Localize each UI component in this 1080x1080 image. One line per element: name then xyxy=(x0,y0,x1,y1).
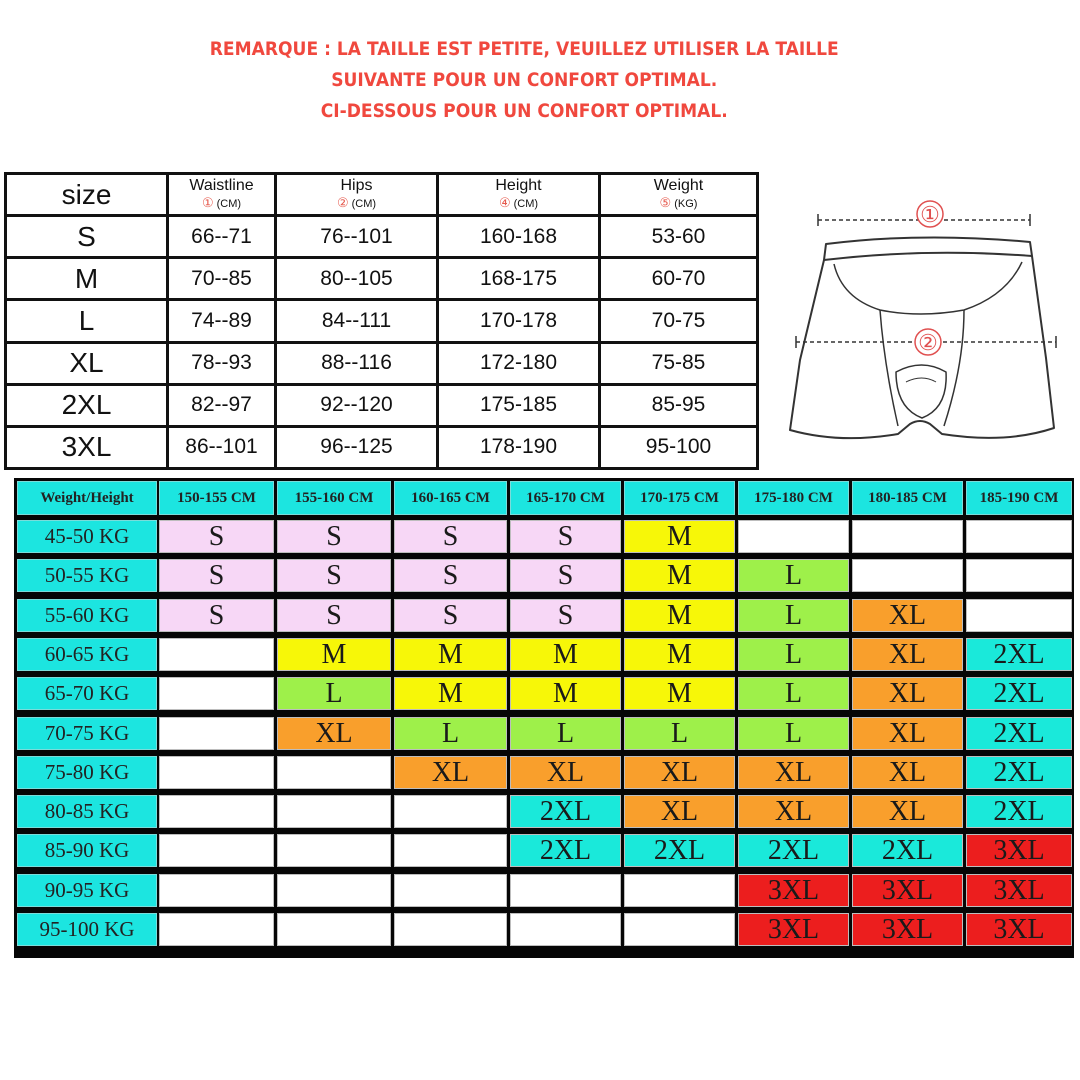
weight-value: 75-85 xyxy=(600,342,758,384)
weight-row-header: 65-70 KG xyxy=(17,677,157,710)
measurement-header-row xyxy=(6,174,758,216)
size-cell: S xyxy=(277,559,391,592)
size-cell: M xyxy=(624,599,735,632)
waistline-value: 70--85 xyxy=(168,258,276,300)
size-cell: S xyxy=(510,559,621,592)
hips-value: 92--120 xyxy=(276,384,438,426)
size-header: size xyxy=(6,174,168,216)
size-cell: M xyxy=(624,520,735,553)
measurement-row xyxy=(6,384,758,426)
size-cell: S xyxy=(277,599,391,632)
measurement-row xyxy=(6,426,758,468)
size-cell: 2XL xyxy=(624,834,735,867)
notice-line: CI-DESSOUS POUR UN CONFORT OPTIMAL. xyxy=(320,100,728,122)
size-cell: 3XL xyxy=(738,874,849,907)
size-cell xyxy=(277,834,391,867)
size-cell xyxy=(738,520,849,553)
waistline-value: 82--97 xyxy=(168,384,276,426)
column-title: Hips xyxy=(340,176,373,194)
weight-row-header: 80-85 KG xyxy=(17,795,157,828)
size-cell: M xyxy=(510,677,621,710)
marker-number: ① xyxy=(201,194,214,210)
height-value: 175-185 xyxy=(438,384,600,426)
size-cell: XL xyxy=(852,638,963,671)
size-cell xyxy=(159,717,274,750)
unit-label: (CM) xyxy=(351,197,377,210)
height-column-header: 185-190 CM xyxy=(966,481,1072,515)
weight-row-header: 95-100 KG xyxy=(17,913,157,946)
size-cell: XL xyxy=(624,795,735,828)
height-column-header: 170-175 CM xyxy=(624,481,735,515)
height-value: 178-190 xyxy=(438,426,600,468)
size-cell: L xyxy=(624,717,735,750)
size-cell xyxy=(394,874,507,907)
size-cell xyxy=(394,834,507,867)
marker-number: ⑤ xyxy=(659,194,672,210)
hips-header xyxy=(276,174,438,216)
height-column-header: 180-185 CM xyxy=(852,481,963,515)
weight-value: 53-60 xyxy=(600,216,758,258)
size-label: M xyxy=(6,258,168,300)
column-title: Weight xyxy=(653,176,704,194)
measurement-row xyxy=(6,216,758,258)
size-cell: M xyxy=(277,638,391,671)
shorts-diagram xyxy=(760,172,1078,468)
size-cell xyxy=(510,874,621,907)
waistline-value: 86--101 xyxy=(168,426,276,468)
height-column-header: 165-170 CM xyxy=(510,481,621,515)
size-cell: 2XL xyxy=(510,795,621,828)
size-cell xyxy=(852,559,963,592)
size-cell: M xyxy=(394,677,507,710)
height-value: 170-178 xyxy=(438,300,600,342)
marker-number: ② xyxy=(336,194,349,210)
weight-row-header: 55-60 KG xyxy=(17,599,157,632)
hips-value: 84--111 xyxy=(276,300,438,342)
weight-row-header: 90-95 KG xyxy=(17,874,157,907)
size-cell: 2XL xyxy=(738,834,849,867)
hips-value: 76--101 xyxy=(276,216,438,258)
size-grid xyxy=(14,478,1074,958)
size-cell: L xyxy=(277,677,391,710)
size-cell: L xyxy=(394,717,507,750)
weight-row-header: 70-75 KG xyxy=(17,717,157,750)
size-cell: 3XL xyxy=(738,913,849,946)
waistline-value: 78--93 xyxy=(168,342,276,384)
size-cell: L xyxy=(510,717,621,750)
waistline-header xyxy=(168,174,276,216)
weight-row-header: 45-50 KG xyxy=(17,520,157,553)
size-cell: XL xyxy=(394,756,507,789)
size-cell: 2XL xyxy=(966,717,1072,750)
size-cell: S xyxy=(159,599,274,632)
size-cell: L xyxy=(738,599,849,632)
size-cell: XL xyxy=(852,756,963,789)
notice-line: SUIVANTE POUR UN CONFORT OPTIMAL. xyxy=(331,69,718,91)
weight-value: 70-75 xyxy=(600,300,758,342)
size-cell xyxy=(159,756,274,789)
weight-value: 85-95 xyxy=(600,384,758,426)
size-cell: XL xyxy=(738,795,849,828)
size-cell xyxy=(277,874,391,907)
hips-value: 88--116 xyxy=(276,342,438,384)
height-column-header: 160-165 CM xyxy=(394,481,507,515)
size-cell: 3XL xyxy=(852,913,963,946)
size-cell xyxy=(966,520,1072,553)
size-cell xyxy=(966,599,1072,632)
weight-row-header: 60-65 KG xyxy=(17,638,157,671)
size-cell: M xyxy=(624,677,735,710)
size-cell: M xyxy=(624,638,735,671)
shorts-diagram-icon xyxy=(760,172,1078,468)
size-cell xyxy=(159,874,274,907)
size-label: 3XL xyxy=(6,426,168,468)
height-header xyxy=(438,174,600,216)
size-cell: 3XL xyxy=(852,874,963,907)
weight-value: 60-70 xyxy=(600,258,758,300)
size-label: 2XL xyxy=(6,384,168,426)
size-cell: XL xyxy=(624,756,735,789)
size-cell: S xyxy=(159,520,274,553)
measurement-row xyxy=(6,258,758,300)
size-label: XL xyxy=(6,342,168,384)
size-cell: L xyxy=(738,717,849,750)
grid-corner-header: Weight/Height xyxy=(17,481,157,515)
size-cell: M xyxy=(510,638,621,671)
size-cell xyxy=(159,795,274,828)
size-cell xyxy=(852,520,963,553)
hips-value: 96--125 xyxy=(276,426,438,468)
unit-label: (CM) xyxy=(216,197,242,210)
size-cell: XL xyxy=(852,599,963,632)
weight-row-header: 50-55 KG xyxy=(17,559,157,592)
size-cell: 3XL xyxy=(966,913,1072,946)
column-title: Waistline xyxy=(189,176,254,194)
size-cell xyxy=(159,834,274,867)
size-cell xyxy=(624,913,735,946)
weight-row-header: 75-80 KG xyxy=(17,756,157,789)
size-cell xyxy=(159,913,274,946)
size-cell: S xyxy=(510,520,621,553)
size-cell: 2XL xyxy=(852,834,963,867)
unit-label: (CM) xyxy=(513,197,539,210)
height-value: 168-175 xyxy=(438,258,600,300)
size-cell: S xyxy=(394,520,507,553)
marker-2-label: ② xyxy=(918,331,938,356)
size-cell: XL xyxy=(277,717,391,750)
size-cell xyxy=(277,795,391,828)
height-column-header: 175-180 CM xyxy=(738,481,849,515)
size-cell: XL xyxy=(852,717,963,750)
size-cell: XL xyxy=(738,756,849,789)
size-cell: 3XL xyxy=(966,874,1072,907)
waistline-value: 74--89 xyxy=(168,300,276,342)
size-cell xyxy=(394,913,507,946)
measurement-row xyxy=(6,342,758,384)
size-cell xyxy=(159,638,274,671)
measurement-table xyxy=(4,172,759,470)
size-cell: S xyxy=(159,559,274,592)
size-cell xyxy=(624,874,735,907)
size-label: S xyxy=(6,216,168,258)
size-cell: 2XL xyxy=(966,756,1072,789)
height-column-header: 155-160 CM xyxy=(277,481,391,515)
size-cell: 3XL xyxy=(966,834,1072,867)
height-value: 172-180 xyxy=(438,342,600,384)
size-cell: 2XL xyxy=(966,795,1072,828)
size-cell: S xyxy=(510,599,621,632)
size-notice xyxy=(0,34,1049,127)
height-value: 160-168 xyxy=(438,216,600,258)
size-cell: XL xyxy=(510,756,621,789)
size-cell xyxy=(277,756,391,789)
size-cell: S xyxy=(394,559,507,592)
waistline-value: 66--71 xyxy=(168,216,276,258)
height-column-header: 150-155 CM xyxy=(159,481,274,515)
size-cell xyxy=(510,913,621,946)
size-cell xyxy=(966,559,1072,592)
weight-value: 95-100 xyxy=(600,426,758,468)
size-cell xyxy=(394,795,507,828)
marker-1-label: ① xyxy=(920,203,940,228)
size-cell: XL xyxy=(852,795,963,828)
size-cell xyxy=(159,677,274,710)
weight-header xyxy=(600,174,758,216)
size-cell: L xyxy=(738,638,849,671)
size-cell: M xyxy=(624,559,735,592)
size-label: L xyxy=(6,300,168,342)
size-cell: XL xyxy=(852,677,963,710)
size-cell: 2XL xyxy=(966,638,1072,671)
measurement-row xyxy=(6,300,758,342)
hips-value: 80--105 xyxy=(276,258,438,300)
weight-row-header: 85-90 KG xyxy=(17,834,157,867)
marker-number: ④ xyxy=(498,194,511,210)
column-title: Height xyxy=(495,176,542,194)
unit-label: (KG) xyxy=(674,197,698,210)
size-cell: L xyxy=(738,559,849,592)
size-cell: L xyxy=(738,677,849,710)
notice-line: REMARQUE : LA TAILLE EST PETITE, VEUILLEZ UTILISER LA TAILLE xyxy=(209,38,839,60)
size-cell: 2XL xyxy=(966,677,1072,710)
size-cell: 2XL xyxy=(510,834,621,867)
size-cell: M xyxy=(394,638,507,671)
size-cell: S xyxy=(394,599,507,632)
size-cell xyxy=(277,913,391,946)
size-cell: S xyxy=(277,520,391,553)
